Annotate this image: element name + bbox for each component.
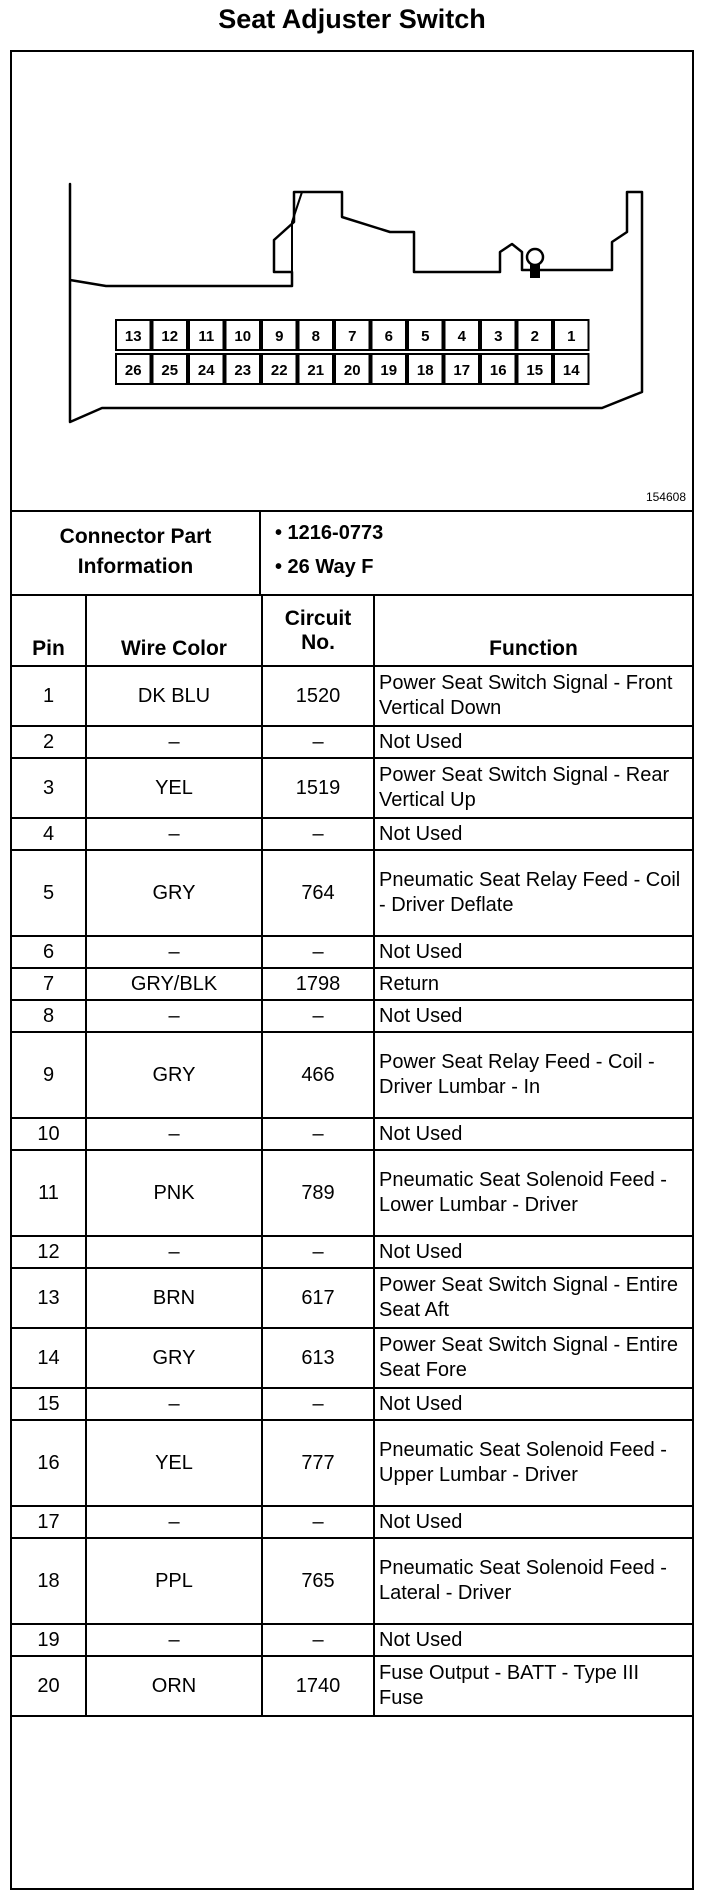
cell-circuit-number: – [262, 936, 374, 968]
cell-function: Power Seat Switch Signal - Front Vertical Down [374, 666, 692, 726]
cavity-number: 24 [197, 362, 215, 379]
cell-circuit-number: 1520 [262, 666, 374, 726]
cell-wire-color: PPL [86, 1538, 262, 1624]
cell-circuit-number: 1519 [262, 758, 374, 818]
table-row [12, 1268, 692, 1328]
table-row [12, 818, 692, 850]
cavity-number: 6 [384, 328, 393, 345]
connector-sheet [10, 50, 694, 1890]
cell-pin: 5 [12, 850, 86, 936]
table-row [12, 1150, 692, 1236]
table-row [12, 666, 692, 726]
table-row [12, 758, 692, 818]
cell-pin: 11 [12, 1150, 86, 1236]
cavity-number: 4 [457, 328, 466, 345]
cavity-number: 8 [311, 328, 320, 345]
cell-circuit-number: – [262, 1236, 374, 1268]
cell-function: Pneumatic Seat Relay Feed - Coil - Driver Deflate [374, 850, 692, 936]
cell-function: Not Used [374, 1236, 692, 1268]
cell-function: Not Used [374, 1624, 692, 1656]
cell-wire-color: – [86, 1506, 262, 1538]
cavity-number: 19 [380, 362, 398, 379]
cell-wire-color: – [86, 1388, 262, 1420]
cavity-number: 21 [307, 362, 325, 379]
cell-wire-color: – [86, 726, 262, 758]
cell-pin: 14 [12, 1328, 86, 1388]
cell-pin: 17 [12, 1506, 86, 1538]
cell-pin: 16 [12, 1420, 86, 1506]
connector-type: • 26 Way F [275, 556, 374, 578]
part-info-values [261, 510, 692, 594]
cavity-number: 11 [198, 328, 215, 345]
cell-pin: 6 [12, 936, 86, 968]
cell-function: Return [374, 968, 692, 1000]
cavity-number: 12 [161, 328, 179, 345]
cell-pin: 3 [12, 758, 86, 818]
cell-function: Not Used [374, 1388, 692, 1420]
cell-pin: 9 [12, 1032, 86, 1118]
table-row [12, 936, 692, 968]
table-row [12, 1328, 692, 1388]
part-info-label: Connector Part Information [12, 510, 261, 594]
cell-pin: 19 [12, 1624, 86, 1656]
cell-circuit-number: – [262, 1506, 374, 1538]
connector-top-row [116, 320, 589, 350]
cell-function: Not Used [374, 1000, 692, 1032]
connector-bottom-row [116, 354, 589, 384]
col-pin: Pin [12, 596, 86, 666]
cell-circuit-number: – [262, 726, 374, 758]
cavity-number: 23 [234, 362, 252, 379]
cell-pin: 18 [12, 1538, 86, 1624]
cell-function: Pneumatic Seat Solenoid Feed - Upper Lumbar - Driver [374, 1420, 692, 1506]
cell-pin: 8 [12, 1000, 86, 1032]
part-number: • 1216-0773 [275, 522, 384, 544]
cell-function: Not Used [374, 936, 692, 968]
connector-diagram [12, 52, 692, 512]
cell-wire-color: YEL [86, 758, 262, 818]
table-row [12, 1656, 692, 1716]
cell-pin: 2 [12, 726, 86, 758]
cell-pin: 4 [12, 818, 86, 850]
cell-wire-color: YEL [86, 1420, 262, 1506]
table-row [12, 1236, 692, 1268]
cell-function: Power Seat Switch Signal - Entire Seat Fore [374, 1328, 692, 1388]
cell-circuit-number: – [262, 1624, 374, 1656]
table-row [12, 1538, 692, 1624]
cell-circuit-number: 764 [262, 850, 374, 936]
cell-wire-color: DK BLU [86, 666, 262, 726]
cavity-number: 9 [275, 328, 284, 345]
cavity-number: 20 [343, 362, 361, 379]
table-row [12, 1032, 692, 1118]
cell-circuit-number: 765 [262, 1538, 374, 1624]
page-title: Seat Adjuster Switch [218, 4, 486, 34]
figure-id: 154608 [645, 490, 686, 504]
col-function: Function [374, 596, 692, 666]
cell-pin: 1 [12, 666, 86, 726]
col-wire-color: Wire Color [86, 596, 262, 666]
cell-function: Fuse Output - BATT - Type III Fuse [374, 1656, 692, 1716]
cell-wire-color: – [86, 1118, 262, 1150]
cell-circuit-number: – [262, 1000, 374, 1032]
table-row [12, 1000, 692, 1032]
cell-function: Not Used [374, 818, 692, 850]
cavity-number: 15 [526, 362, 544, 379]
cell-function: Power Seat Switch Signal - Entire Seat Aft [374, 1268, 692, 1328]
cell-function: Power Seat Switch Signal - Rear Vertical Up [374, 758, 692, 818]
cell-circuit-number: 1798 [262, 968, 374, 1000]
cavity-number: 18 [416, 362, 434, 379]
cell-circuit-number: 1740 [262, 1656, 374, 1716]
table-row [12, 968, 692, 1000]
cavity-number: 7 [348, 328, 357, 345]
cell-wire-color: – [86, 936, 262, 968]
cell-wire-color: GRY [86, 850, 262, 936]
pin-table [12, 596, 692, 1717]
cell-circuit-number: 777 [262, 1420, 374, 1506]
cell-circuit-number: – [262, 1118, 374, 1150]
cell-function: Power Seat Relay Feed - Coil - Driver Lumbar - In [374, 1032, 692, 1118]
cavity-number: 1 [567, 328, 576, 345]
cell-wire-color: GRY/BLK [86, 968, 262, 1000]
cavity-number: 17 [453, 362, 471, 379]
cell-function: Not Used [374, 726, 692, 758]
cavity-number: 22 [270, 362, 288, 379]
cell-wire-color: – [86, 1624, 262, 1656]
cell-function: Pneumatic Seat Solenoid Feed - Lower Lumbar - Driver [374, 1150, 692, 1236]
cavity-number: 3 [494, 328, 503, 345]
cavity-number: 13 [124, 328, 142, 345]
table-row [12, 1624, 692, 1656]
cell-pin: 20 [12, 1656, 86, 1716]
cavity-number: 2 [530, 328, 539, 345]
table-row [12, 726, 692, 758]
cell-wire-color: GRY [86, 1032, 262, 1118]
cell-wire-color: – [86, 818, 262, 850]
table-row [12, 1506, 692, 1538]
cell-circuit-number: 617 [262, 1268, 374, 1328]
cell-function: Not Used [374, 1118, 692, 1150]
cavity-number: 5 [421, 328, 430, 345]
cavity-number: 25 [161, 362, 179, 379]
cavity-number: 16 [489, 362, 507, 379]
cavity-number: 14 [562, 362, 580, 379]
cell-wire-color: PNK [86, 1150, 262, 1236]
cell-pin: 7 [12, 968, 86, 1000]
cell-pin: 13 [12, 1268, 86, 1328]
cavity-number: 26 [124, 362, 142, 379]
cell-pin: 15 [12, 1388, 86, 1420]
table-row [12, 1388, 692, 1420]
col-circuit: Circuit No. [262, 596, 374, 666]
cell-circuit-number: 466 [262, 1032, 374, 1118]
cell-function: Pneumatic Seat Solenoid Feed - Lateral - Driver [374, 1538, 692, 1624]
cell-pin: 10 [12, 1118, 86, 1150]
table-row [12, 1118, 692, 1150]
cell-wire-color: GRY [86, 1328, 262, 1388]
cell-circuit-number: 613 [262, 1328, 374, 1388]
cell-pin: 12 [12, 1236, 86, 1268]
cell-wire-color: BRN [86, 1268, 262, 1328]
table-row [12, 850, 692, 936]
cell-wire-color: – [86, 1000, 262, 1032]
cell-circuit-number: 789 [262, 1150, 374, 1236]
cell-wire-color: ORN [86, 1656, 262, 1716]
cavity-number: 10 [234, 328, 252, 345]
cell-circuit-number: – [262, 818, 374, 850]
cell-function: Not Used [374, 1506, 692, 1538]
cell-wire-color: – [86, 1236, 262, 1268]
connector-part-info [12, 510, 692, 596]
table-row [12, 1420, 692, 1506]
connector-face-drawing [12, 52, 692, 510]
cell-circuit-number: – [262, 1388, 374, 1420]
